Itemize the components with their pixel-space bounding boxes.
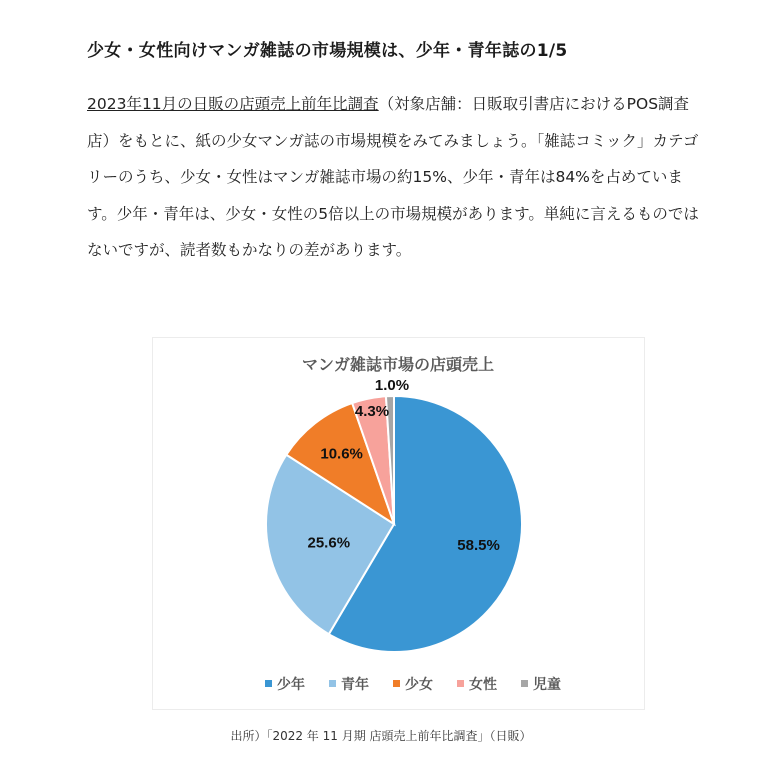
article-heading: 少女・女性向けマンガ雑誌の市場規模は、少年・青年誌の1/5 bbox=[87, 41, 568, 61]
slice-label-2: 25.6% bbox=[307, 534, 351, 552]
legend-swatch-5 bbox=[521, 680, 528, 687]
pie-slices bbox=[266, 396, 522, 652]
slice-label-3: 10.6% bbox=[320, 445, 363, 463]
slice-label-1: 58.5% bbox=[457, 536, 500, 554]
legend-label-4: 女性 bbox=[469, 677, 497, 693]
legend-label-3: 少女 bbox=[405, 677, 433, 693]
source-note: 出所）「2022 年 11 月期 店頭売上前年比調査」（日販） bbox=[230, 729, 532, 743]
survey-link[interactable]: 2023年11月の日販の店頭売上前年比調査 bbox=[87, 95, 379, 113]
pie-chart bbox=[153, 338, 644, 709]
slice-label-5: 1.0% bbox=[374, 377, 410, 394]
chart-legend bbox=[265, 676, 561, 693]
legend-swatch-3 bbox=[393, 680, 400, 687]
legend-swatch-1 bbox=[265, 680, 272, 687]
article-paragraph bbox=[87, 86, 712, 269]
paragraph-body: （対象店舗：日販取引書店におけるPOS調査店）をもとに、紙の少女マンガ誌の市場規模をみてみましょう。「雑誌コミック」カテゴリーのうち、少女・女性はマンガ雑誌市場の約15%、少年・青年は84%を占めています。少年・青年は、少女・女性の5倍以上の市場規模があります。単純に言えるものではないですが、読者数もかなりの差があります。 bbox=[87, 95, 699, 259]
legend-label-5: 児童 bbox=[533, 677, 561, 693]
legend-swatch-4 bbox=[457, 680, 464, 687]
chart-title: マンガ雑誌市場の店頭売上 bbox=[301, 355, 495, 374]
legend-label-1: 少年 bbox=[277, 677, 305, 693]
slice-label-4: 4.3% bbox=[354, 403, 390, 420]
chart-container bbox=[152, 337, 645, 710]
legend-swatch-2 bbox=[329, 680, 336, 687]
legend-label-2: 青年 bbox=[341, 677, 369, 693]
